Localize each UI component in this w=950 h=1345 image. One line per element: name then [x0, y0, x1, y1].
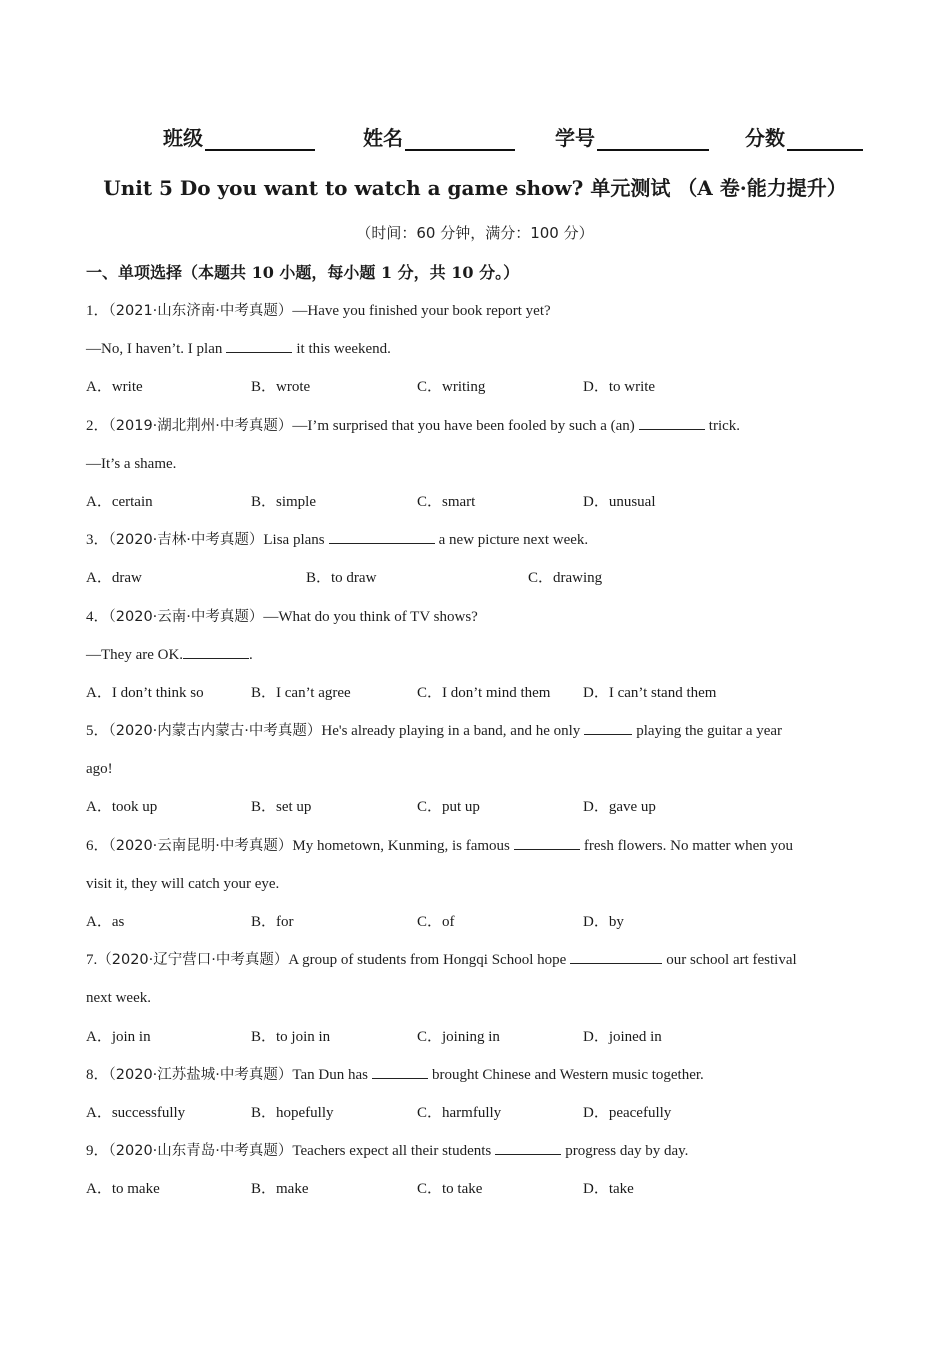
question-stem: a new picture next week. [438, 532, 589, 549]
score-field [745, 122, 863, 151]
option-c[interactable]: C．put up [417, 799, 480, 816]
question-number: 1． [86, 303, 109, 319]
option-c[interactable]: C．smart [417, 493, 476, 510]
option-c[interactable]: C．I don’t mind them [417, 684, 551, 701]
question-stem: My hometown, Kunming, is famous [292, 837, 510, 854]
question-stem: ago! [86, 761, 113, 778]
option-d[interactable]: D．gave up [583, 799, 656, 816]
question-5 [86, 716, 876, 754]
question-source: （2021·山东济南·中考真题） [108, 303, 293, 319]
time-score-note: （时间：60 分钟，满分：100 分） [356, 224, 594, 242]
question-source: （2020·辽宁营口·中考真题） [97, 952, 289, 969]
option-b[interactable]: B．I can’t agree [251, 684, 351, 701]
student-info-row [0, 122, 950, 158]
question-source: （2020·内蒙古内蒙古·中考真题） [108, 723, 322, 740]
question-source: （2020·吉林·中考真题） [108, 532, 264, 549]
option-b[interactable]: B．set up [251, 799, 312, 816]
question-stem: —No, I haven’t. I plan [86, 341, 223, 358]
question-8-options [86, 1098, 876, 1136]
option-a[interactable]: A．as [86, 914, 125, 930]
option-c[interactable]: C．drawing [528, 570, 603, 587]
class-blank[interactable] [205, 127, 315, 151]
answer-blank[interactable] [372, 1062, 428, 1079]
question-stem: —I’m surprised that you have been fooled by such a (an) [292, 417, 635, 434]
question-number: 3． [86, 532, 109, 549]
option-c[interactable]: C．harmfully [417, 1104, 502, 1121]
option-b[interactable]: B．make [251, 1181, 309, 1198]
option-d[interactable]: D．take [583, 1181, 634, 1198]
question-number: 5． [86, 723, 109, 740]
option-d[interactable]: D．I can’t stand them [583, 684, 717, 701]
option-d[interactable]: D．by [583, 914, 624, 930]
question-stem: —What do you think of TV shows? [263, 608, 478, 625]
question-3 [86, 525, 876, 563]
question-7 [86, 945, 876, 983]
score-label: 分数 [745, 126, 785, 150]
option-a[interactable]: A．I don’t think so [86, 684, 204, 701]
question-stem: Teachers expect all their students [292, 1143, 492, 1160]
question-stem: . [249, 646, 253, 663]
option-a[interactable]: A．certain [86, 493, 153, 510]
question-2-line-2 [86, 449, 876, 487]
option-b[interactable]: B．wrote [251, 379, 311, 396]
question-number: 6． [86, 837, 109, 854]
question-3-options [86, 563, 876, 601]
question-6-line-2 [86, 869, 876, 907]
question-stem: progress day by day. [565, 1143, 689, 1160]
option-d[interactable]: D．peacefully [583, 1104, 672, 1121]
question-8 [86, 1060, 876, 1098]
option-a[interactable]: A．draw [86, 570, 142, 587]
question-source: （2020·云南昆明·中考真题） [108, 837, 293, 854]
question-source: （2020·云南·中考真题） [108, 608, 264, 625]
class-field [163, 122, 315, 151]
class-label: 班级 [163, 126, 203, 150]
option-c[interactable]: C．writing [417, 379, 486, 396]
question-stem: A group of students from Hongqi School hope [288, 952, 567, 969]
name-blank[interactable] [405, 127, 515, 151]
answer-blank[interactable] [183, 642, 249, 659]
question-4-options [86, 678, 876, 716]
section-heading: 一、单项选择（本题共 10 小题，每小题 1 分，共 10 分。） [86, 263, 520, 282]
answer-blank[interactable] [639, 413, 705, 430]
question-source: （2020·江苏盐城·中考真题） [108, 1066, 293, 1083]
name-field [363, 122, 515, 151]
option-a[interactable]: A．to make [86, 1181, 160, 1198]
question-source: （2020·山东青岛·中考真题） [108, 1143, 293, 1160]
question-6 [86, 831, 876, 869]
answer-blank[interactable] [495, 1138, 561, 1155]
option-a[interactable]: A．successfully [86, 1104, 186, 1121]
question-number: 8． [86, 1066, 109, 1083]
page-title: Unit 5 Do you want to watch a game show? 单元测试 （A 卷·能力提升） [103, 176, 847, 200]
question-4-line-2 [86, 640, 876, 678]
question-5-line-2 [86, 754, 876, 792]
option-c[interactable]: C．joining in [417, 1028, 500, 1045]
question-9 [86, 1136, 876, 1174]
question-4 [86, 602, 876, 640]
option-a[interactable]: A．write [86, 379, 143, 396]
question-stem: trick. [708, 417, 741, 434]
question-1-options [86, 372, 876, 410]
answer-blank[interactable] [570, 947, 662, 964]
question-5-options [86, 792, 876, 830]
option-c[interactable]: C．of [417, 914, 455, 930]
question-source: （2019·湖北荆州·中考真题） [108, 417, 293, 434]
option-b[interactable]: B．for [251, 914, 294, 930]
name-label: 姓名 [363, 126, 403, 150]
question-stem: visit it, they will catch your eye. [86, 875, 280, 892]
student-id-field [555, 122, 709, 151]
question-stem: Lisa plans [263, 532, 325, 549]
question-2-options [86, 487, 876, 525]
question-2 [86, 411, 876, 449]
question-stem: playing the guitar a year [636, 723, 783, 740]
question-list [86, 296, 876, 1213]
question-1 [86, 296, 876, 334]
question-stem: —Have you finished your book report yet? [292, 303, 551, 319]
student-id-label: 学号 [555, 126, 595, 150]
score-blank[interactable] [787, 127, 863, 151]
question-number: 7. [86, 952, 98, 969]
question-stem: our school art festival [666, 952, 797, 969]
student-id-blank[interactable] [597, 127, 709, 151]
question-1-line-2 [86, 334, 876, 372]
question-stem: —It’s a shame. [86, 455, 177, 472]
question-7-line-2 [86, 983, 876, 1021]
option-a[interactable]: A．join in [86, 1028, 151, 1045]
answer-blank[interactable] [584, 718, 632, 735]
option-b[interactable]: B．simple [251, 493, 317, 510]
question-stem: fresh flowers. No matter when you [583, 837, 793, 854]
question-7-options [86, 1022, 876, 1060]
question-stem: He's already playing in a band, and he only [321, 723, 581, 740]
answer-blank[interactable] [226, 336, 292, 353]
question-number: 4． [86, 608, 109, 625]
question-stem: next week. [86, 990, 151, 1007]
option-c[interactable]: C．to take [417, 1181, 483, 1198]
option-a[interactable]: A．took up [86, 799, 158, 816]
option-b[interactable]: B．to join in [251, 1028, 331, 1045]
question-stem: it this weekend. [296, 341, 391, 358]
question-stem: Tan Dun has [292, 1066, 368, 1083]
option-d[interactable]: D．to write [583, 379, 656, 396]
question-number: 9． [86, 1143, 109, 1160]
answer-blank[interactable] [329, 527, 435, 544]
option-d[interactable]: D．joined in [583, 1028, 662, 1045]
option-d[interactable]: D．unusual [583, 493, 656, 510]
question-6-options [86, 907, 876, 945]
question-9-options [86, 1174, 876, 1212]
question-stem: brought Chinese and Western music together. [432, 1066, 704, 1083]
question-stem: —They are OK. [86, 646, 184, 663]
answer-blank[interactable] [514, 833, 580, 850]
question-number: 2． [86, 417, 109, 434]
option-b[interactable]: B．to draw [306, 570, 377, 587]
option-b[interactable]: B．hopefully [251, 1104, 334, 1121]
